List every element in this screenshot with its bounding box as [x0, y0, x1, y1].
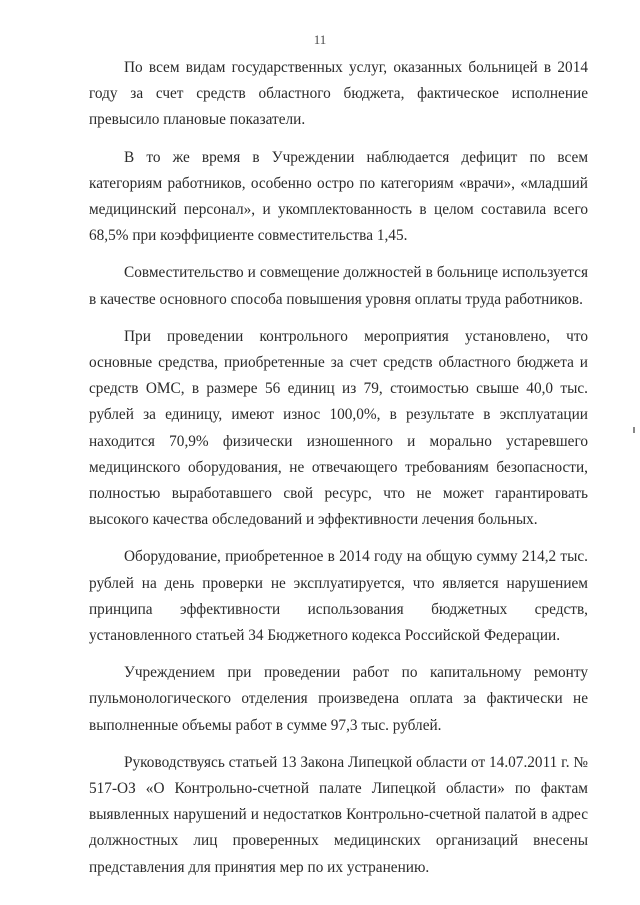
page-number: 11	[313, 32, 327, 47]
paragraph-equipment-wear: При проведении контрольного мероприятия установлено, что основные средства, приобретенные за счет средств областного бюджета и средств ОМС, в размере 56 единиц из 79, стоимостью свыше 40,0 тыс. рублей за единицу, имеют износ 100,0%, в результате в эксплуатации находится 70,9% физически изношенного и морально устаревшего медицинского оборудования, не отвечающего требованиям безопасности, полностью выработавшего свой ресурс, что не может гарантировать высокого качества обследований и эффективности лечения больных.	[89, 327, 588, 529]
document-body	[89, 55, 588, 892]
paragraph-repair-payment: Учреждением при проведении работ по капитальному ремонту пульмонологического отделения произведена оплата за фактически не выполненные объемы работ в сумме 97,3 тыс. рублей.	[89, 664, 588, 734]
paragraph-staff-deficit: В то же время в Учреждении наблюдается дефицит по всем категориям работников, особенно остро по категориям «врачи», «младший медицинский персонал», и укомплектованность в целом составила всего 68,5% при коэффициенте совместительства 1,45.	[89, 148, 588, 245]
paragraph-unused-equipment: Оборудование, приобретенное в 2014 году на общую сумму 214,2 тыс. рублей на день проверки не эксплуатируется, что является нарушением принципа эффективности использования бюджетных средств, установленного статьей 34 Бюджетного кодекса Российской Федерации.	[89, 548, 588, 645]
scan-margin-mark	[633, 427, 635, 433]
paragraph-part-time-work: Совместительство и совмещение должностей в больнице используется в качестве основного способа повышения уровня оплаты труда работников.	[89, 264, 588, 308]
paragraph-services-execution: По всем видам государственных услуг, оказанных больницей в 2014 году за счет средств областного бюджета, фактическое исполнение превысило плановые показатели.	[89, 59, 588, 129]
paragraph-representations: Руководствуясь статьей 13 Закона Липецкой области от 14.07.2011 г. № 517-ОЗ «О Контрольно-счетной палате Липецкой области» по фактам выявленных нарушений и недостатков Контрольно-счетной палатой в адрес должностных лиц проверенных медицинских организаций внесены представления для принятия мер по их устранению.	[89, 753, 588, 876]
